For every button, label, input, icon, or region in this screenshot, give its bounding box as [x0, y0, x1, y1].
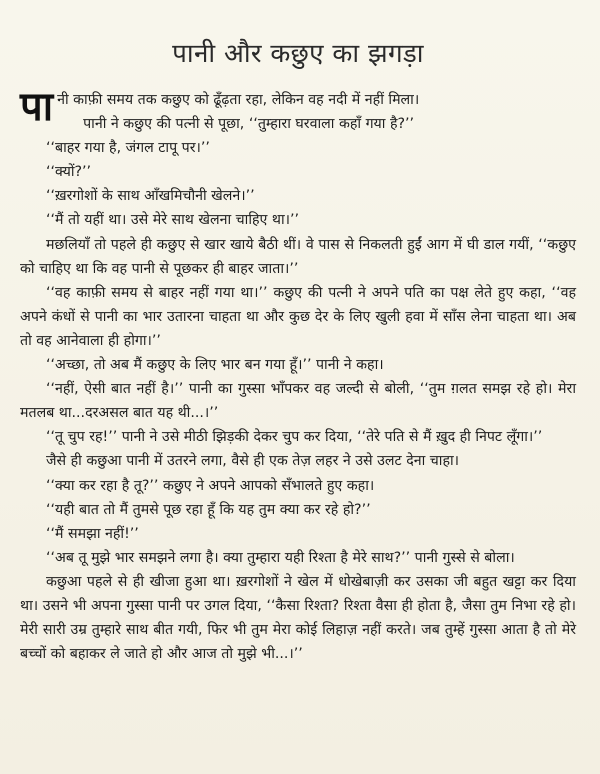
- paragraph-1-text: नी काफ़ी समय तक कछुए को ढूँढ़ता रहा, लेकिन वह नदी में नहीं मिला।: [57, 92, 420, 108]
- paragraph-6: ‘‘मैं तो यहीं था। उसे मेरे साथ खेलना चाहिए था।’’: [46, 212, 300, 229]
- paragraph-9: ‘‘अच्छा, तो अब मैं कछुए के लिए भार बन गया हूँ।’’ पानी ने कहा।: [46, 357, 384, 374]
- story-title: पानी और कछुए का झगड़ा: [172, 39, 424, 69]
- drop-cap: पा: [20, 84, 54, 130]
- paragraph-11: ‘‘तू चुप रह!’’ पानी ने उसे मीठी झिड़की देकर चुप कर दिया, ‘‘तेरे पति से मैं ख़ुद ही निपट लूँगा।’’: [46, 429, 543, 446]
- paragraph-2: पानी ने कछुए की पत्नी से पूछा, ‘‘तुम्हारा घरवाला कहाँ गया है?’’: [83, 116, 415, 133]
- paragraph-12: जैसे ही कछुआ पानी में उतरने लगा, वैसे ही एक तेज़ लहर ने उसे उलट देना चाहा।: [46, 453, 460, 470]
- paragraph-5: ‘‘ख़रगोशों के साथ आँखमिचौनी खेलने।’’: [46, 188, 255, 205]
- paragraph-3: ‘‘बाहर गया है, जंगल टापू पर।’’: [46, 140, 210, 157]
- paragraph-4: ‘‘क्यों?’’: [46, 164, 92, 181]
- paragraph-14: ‘‘यही बात तो मैं तुमसे पूछ रहा हूँ कि यह तुम क्या कर रहे हो?’’: [46, 501, 371, 518]
- paragraph-16: ‘‘अब तू मुझे भार समझने लगा है। क्या तुम्हारा यही रिश्ता है मेरे साथ?’’ पानी गुस्से से बोला।: [46, 549, 515, 566]
- paragraph-10: ‘‘नहीं, ऐसी बात नहीं है।’’ पानी का गुस्सा भाँपकर वह जल्दी से बोली, ‘‘तुम ग़लत समझ रहे हो। मेरा मतलब था...दरअसल बात यह थी...।’’: [20, 381, 576, 422]
- paragraph-17: कछुआ पहले से ही खीजा हुआ था। ख़रगोशों ने खेल में धोखेबाज़ी कर उसका जी बहुत खट्टा कर दिया था। उसने भी अपना गुस्सा पानी पर उगल दिया, ‘‘कैसा रिश्ता? रिश्ता वैसा ही होता है, जैसा तुम निभा रहे हो। मेरी सारी उम्र तुम्हारे साथ बीत गयी, फिर भी तुम मेरा कोई लिहाज़ नहीं करते। जब तुम्हें गुस्सा आता है तो मेरे बच्चों को बहाकर ले जाते हो और आज तो मुझे भी...।’’: [20, 573, 576, 663]
- paragraph-7: मछलियाँ तो पहले ही कछुए से खार खाये बैठी थीं। वे पास से निकलती हुईं आग में घी डाल गयीं, ‘‘कछुए को चाहिए था कि वह पानी से पूछकर ही बाहर जाता।’’: [20, 236, 576, 277]
- paragraph-8: ‘‘वह काफ़ी समय से बाहर नहीं गया था।’’ कछुए की पत्नी ने अपने पति का पक्ष लेते हुए कहा, ‘‘वह अपने कंधों से पानी का भार उतारना चाहता था और कुछ देर के लिए खुली हवा में साँस लेना चाहता था। अब तो वह आनेवाला ही होगा।’’: [20, 284, 576, 349]
- paragraph-15: ‘‘मैं समझा नहीं!’’: [46, 525, 139, 542]
- paragraph-13: ‘‘क्या कर रहा है तू?’’ कछुए ने अपने आपको सँभालते हुए कहा।: [46, 477, 375, 494]
- story-body: [20, 84, 576, 666]
